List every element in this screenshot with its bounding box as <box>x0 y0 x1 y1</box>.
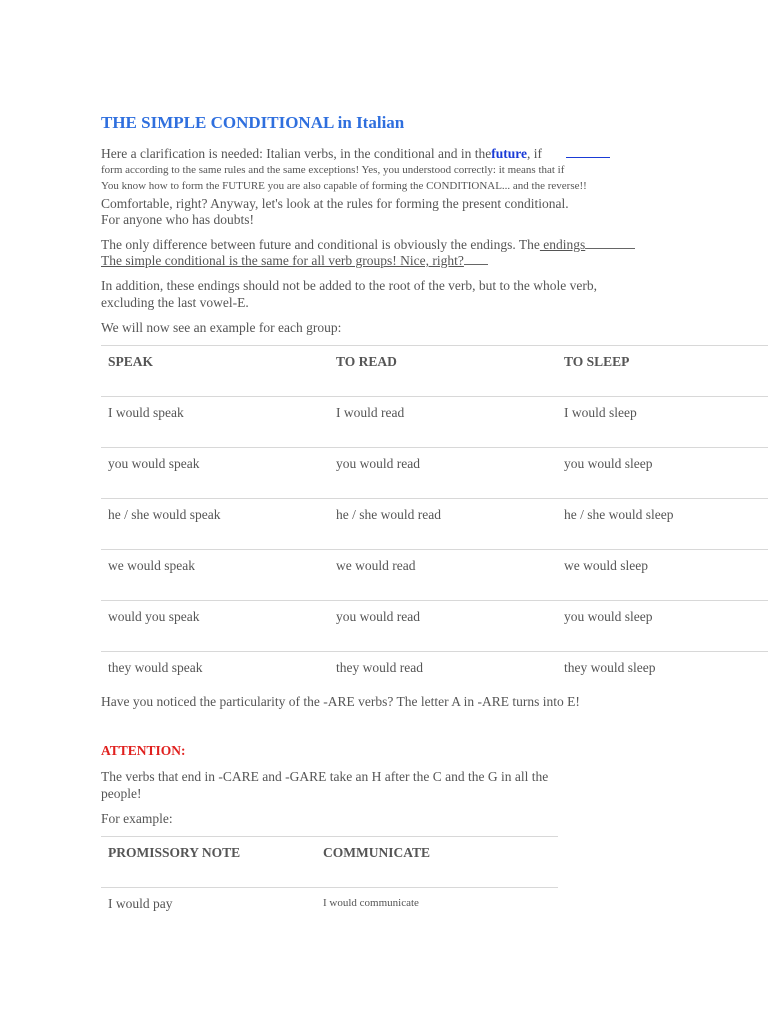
endings-fill-line <box>585 236 635 249</box>
endings-line-1 <box>101 236 635 253</box>
table-cell: would you speak <box>101 601 329 652</box>
example-intro: We will now see an example for each group: <box>101 320 342 335</box>
intro-line-1 <box>101 145 610 162</box>
header-to-sleep: TO SLEEP <box>557 346 768 397</box>
table-cell: he / she would speak <box>101 499 329 550</box>
endings-underlined: endings <box>539 237 586 252</box>
are-note: Have you noticed the particularity of the -ARE verbs? The letter A in -ARE turns into E! <box>101 694 580 709</box>
attention-heading: ATTENTION: <box>101 743 186 758</box>
table-row <box>101 888 558 940</box>
table-cell: you would sleep <box>557 601 768 652</box>
table-cell: they would read <box>329 652 557 703</box>
intro-line-2: form according to the same rules and the same exceptions! Yes, you understood correctly: it means that if <box>101 164 565 176</box>
care-gare-line-1: The verbs that end in -CARE and -GARE take an H after the C and the G in all the <box>101 769 549 784</box>
table-cell: I would communicate <box>316 888 558 940</box>
header-communicate: COMMUNICATE <box>316 837 558 888</box>
endings-line-2 <box>101 252 488 269</box>
table-cell: I would speak <box>101 397 329 448</box>
table-cell: I would read <box>329 397 557 448</box>
addition-line-1: In addition, these endings should not be added to the root of the verb, but to the whole verb, <box>101 278 598 293</box>
endings-line-1-text: The only difference between future and conditional is obviously the endings. The <box>101 237 540 252</box>
table-cell: you would read <box>329 601 557 652</box>
intro-line-1-text: Here a clarification is needed: Italian verbs, in the conditional and in the <box>101 146 492 161</box>
table-header-row <box>101 837 558 888</box>
table-row <box>101 601 768 652</box>
intro-line-5: For anyone who has doubts! <box>101 212 254 227</box>
conjugation-table <box>101 345 768 702</box>
table-cell: he / she would read <box>329 499 557 550</box>
page-title <box>101 113 404 133</box>
future-link[interactable]: future <box>491 146 527 161</box>
title-tail: in Italian <box>333 113 405 132</box>
table-cell: you would sleep <box>557 448 768 499</box>
care-gare-line-2: people! <box>101 786 142 801</box>
endings-line-2-text: The simple conditional is the same for all verb groups! Nice, right? <box>101 253 464 268</box>
table-cell: you would read <box>329 448 557 499</box>
header-speak: SPEAK <box>101 346 329 397</box>
table-cell: they would speak <box>101 652 329 703</box>
example-table <box>101 836 558 939</box>
intro-line-1-tail: , if <box>526 146 542 161</box>
table-row <box>101 448 768 499</box>
intro-line-4: Comfortable, right? Anyway, let's look at the rules for forming the present conditional. <box>101 196 569 211</box>
table-cell: we would sleep <box>557 550 768 601</box>
table-header-row <box>101 346 768 397</box>
table-row <box>101 550 768 601</box>
table-cell: I would pay <box>101 888 316 940</box>
endings-line-2-fill <box>464 252 488 265</box>
addition-line-2: excluding the last vowel-E. <box>101 295 249 310</box>
table-cell: I would sleep <box>557 397 768 448</box>
table-row <box>101 397 768 448</box>
blank-underline <box>566 145 610 158</box>
table-cell: you would speak <box>101 448 329 499</box>
table-cell: they would sleep <box>557 652 768 703</box>
table-cell: he / she would sleep <box>557 499 768 550</box>
table-cell: we would speak <box>101 550 329 601</box>
table-row <box>101 499 768 550</box>
header-promissory-note: PROMISSORY NOTE <box>101 837 316 888</box>
for-example: For example: <box>101 811 173 826</box>
table-cell: we would read <box>329 550 557 601</box>
title-main: THE SIMPLE CONDITIONAL <box>101 113 334 132</box>
header-to-read: TO READ <box>329 346 557 397</box>
intro-line-3: You know how to form the FUTURE you are also capable of forming the CONDITIONAL... and the reverse!! <box>101 180 587 192</box>
